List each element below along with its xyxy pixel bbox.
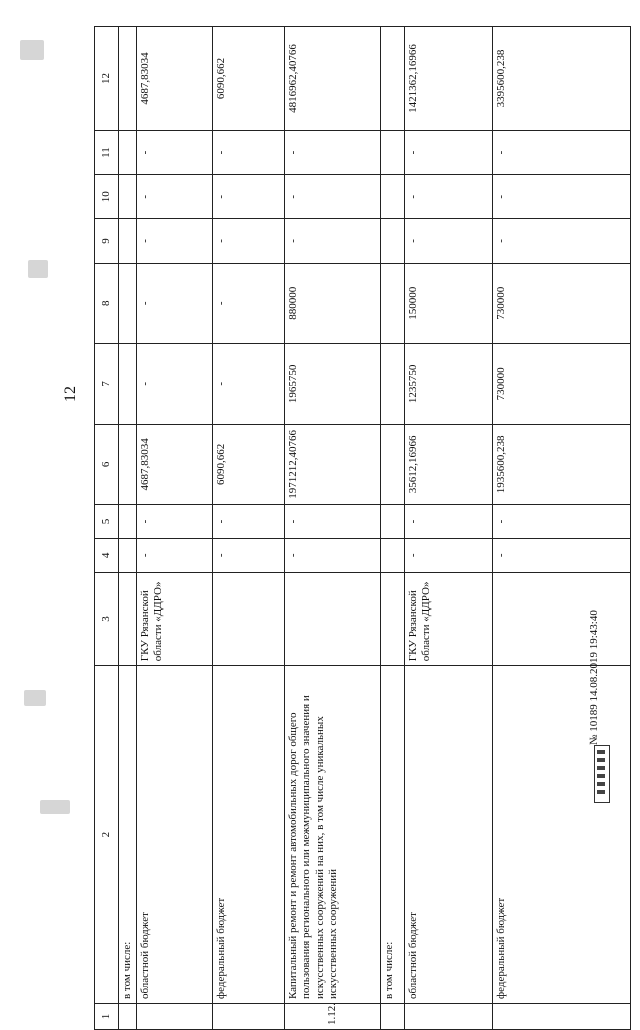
scan-speck — [24, 690, 46, 706]
cell-org: ГКУ Рязанской области «ДДРО» — [137, 572, 213, 666]
cell-org: ГКУ Рязанской области «ДДРО» — [405, 572, 493, 666]
cell-value: - — [213, 538, 285, 572]
cell-org — [285, 572, 381, 666]
table-row — [213, 27, 285, 1030]
cell-name: областной бюджет — [137, 666, 213, 1004]
cell-value: - — [493, 219, 631, 263]
cell-value: - — [493, 175, 631, 219]
table-row — [493, 27, 631, 1030]
cell-org — [493, 572, 631, 666]
cell-value: 1971212,40766 — [285, 424, 381, 505]
cell-value: - — [213, 131, 285, 175]
header-cell: 2 — [95, 666, 119, 1004]
cell-value: 880000 — [285, 263, 381, 344]
cell-value: 150000 — [405, 263, 493, 344]
header-cell: 8 — [95, 263, 119, 344]
cell-num — [213, 1004, 285, 1030]
cell-value — [119, 505, 137, 539]
barcode-stamp-icon — [594, 745, 610, 803]
cell-value — [119, 538, 137, 572]
cell-org — [381, 572, 405, 666]
cell-value: - — [493, 538, 631, 572]
cell-value: 730000 — [493, 263, 631, 344]
cell-name: Капитальный ремонт и ремонт автомобильных дорог общего пользования регионального или межмуниципального значения и искусственных сооружений на них, в том числе уникальных искусственных сооружений — [285, 666, 381, 1004]
cell-value: - — [405, 131, 493, 175]
cell-value: 1421362,16966 — [405, 27, 493, 131]
cell-num: 1.12. — [285, 1004, 381, 1030]
budget-table-rotated — [94, 26, 630, 1030]
cell-value: - — [493, 131, 631, 175]
cell-value: - — [285, 131, 381, 175]
cell-value — [381, 263, 405, 344]
cell-value — [381, 27, 405, 131]
header-cell: 12 — [95, 27, 119, 131]
header-cell: 7 — [95, 344, 119, 425]
cell-name: федеральный бюджет — [493, 666, 631, 1004]
cell-value: - — [285, 505, 381, 539]
cell-value: - — [285, 175, 381, 219]
cell-name: в том числе: — [119, 666, 137, 1004]
document-reference: № 10189 14.08.2019 19:43:40 — [588, 610, 600, 745]
cell-value: - — [405, 505, 493, 539]
cell-name: областной бюджет — [405, 666, 493, 1004]
cell-value — [119, 424, 137, 505]
table-header-row — [95, 27, 119, 1030]
cell-value: 730000 — [493, 344, 631, 425]
cell-value — [119, 219, 137, 263]
page-number: 12 — [62, 386, 79, 402]
cell-num — [119, 1004, 137, 1030]
header-cell: 9 — [95, 219, 119, 263]
cell-value: - — [285, 219, 381, 263]
cell-name: федеральный бюджет — [213, 666, 285, 1004]
cell-name: в том числе: — [381, 666, 405, 1004]
cell-value: - — [213, 505, 285, 539]
cell-value: 6090,662 — [213, 27, 285, 131]
cell-value: 3395600,238 — [493, 27, 631, 131]
scan-speck — [28, 260, 48, 278]
header-cell: 4 — [95, 538, 119, 572]
cell-value — [119, 27, 137, 131]
cell-org — [213, 572, 285, 666]
cell-value: - — [213, 219, 285, 263]
cell-value: 1235750 — [405, 344, 493, 425]
cell-value: - — [137, 219, 213, 263]
table-row — [137, 27, 213, 1030]
table-row — [405, 27, 493, 1030]
header-cell: 5 — [95, 505, 119, 539]
cell-value — [119, 344, 137, 425]
cell-value: 6090,662 — [213, 424, 285, 505]
cell-num — [405, 1004, 493, 1030]
cell-value — [381, 505, 405, 539]
cell-value: - — [213, 263, 285, 344]
cell-value: 1935600,238 — [493, 424, 631, 505]
cell-value: - — [405, 175, 493, 219]
cell-value: 4687,83034 — [137, 424, 213, 505]
cell-value — [381, 424, 405, 505]
cell-value — [381, 131, 405, 175]
cell-value: - — [405, 538, 493, 572]
header-cell: 11 — [95, 131, 119, 175]
cell-value: - — [213, 344, 285, 425]
cell-value: 35612,16966 — [405, 424, 493, 505]
budget-table — [94, 26, 631, 1030]
cell-value: - — [137, 175, 213, 219]
header-cell: 6 — [95, 424, 119, 505]
cell-value: - — [285, 538, 381, 572]
cell-value: - — [137, 131, 213, 175]
cell-value — [119, 131, 137, 175]
cell-org — [119, 572, 137, 666]
header-cell: 3 — [95, 572, 119, 666]
cell-value: 4816962,40766 — [285, 27, 381, 131]
cell-value: - — [493, 505, 631, 539]
cell-value — [119, 175, 137, 219]
scan-speck — [40, 800, 70, 814]
cell-value: 4687,83034 — [137, 27, 213, 131]
cell-num — [137, 1004, 213, 1030]
table-row — [381, 27, 405, 1030]
cell-value — [381, 538, 405, 572]
cell-num — [381, 1004, 405, 1030]
cell-value: - — [213, 175, 285, 219]
cell-value — [119, 263, 137, 344]
cell-value: - — [137, 263, 213, 344]
table-row — [285, 27, 381, 1030]
cell-value — [381, 219, 405, 263]
scan-speck — [20, 40, 44, 60]
cell-value — [381, 344, 405, 425]
table-row — [119, 27, 137, 1030]
cell-value — [381, 175, 405, 219]
cell-value: 1965750 — [285, 344, 381, 425]
header-cell: 10 — [95, 175, 119, 219]
cell-value: - — [405, 219, 493, 263]
cell-value: - — [137, 344, 213, 425]
cell-value: - — [137, 505, 213, 539]
cell-num — [493, 1004, 631, 1030]
header-cell: 1 — [95, 1004, 119, 1030]
cell-value: - — [137, 538, 213, 572]
